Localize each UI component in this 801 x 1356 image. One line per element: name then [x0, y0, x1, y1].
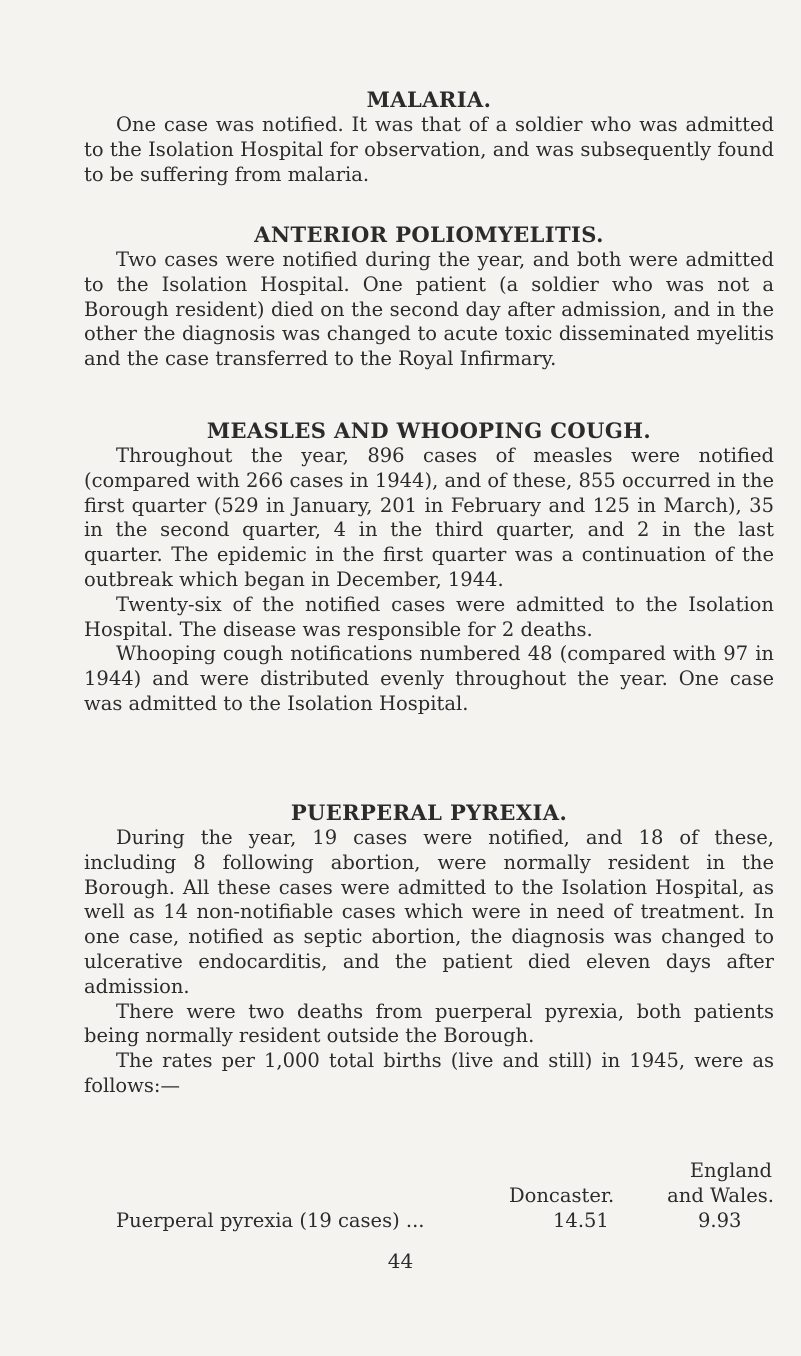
column-header-england: England: [689, 1159, 772, 1182]
paragraph: Whooping cough notifications numbered 48 (compared with 97 in 1944) and were distributed evenly throughout the year. One case was admitted to the Isolation Hospital.: [84, 642, 774, 715]
section-puerperal-pyrexia: [84, 800, 774, 1099]
paragraph: Throughout the year, 896 cases of measles were notified (compared with 266 cases in 1944), and of these, 855 occurred in the first quarter (529 in January, 201 in February and 125 in March), 35 in the second quarter, 4 in the third quarter, and 2 in the last quarter. The epidemic in the first quarter was a continuation of the outbreak which began in December, 1944.: [84, 444, 774, 591]
heading-malaria: MALARIA.: [366, 87, 492, 112]
section-measles-whooping-cough: [84, 418, 774, 717]
doncaster-rate-value: 14.51: [553, 1209, 609, 1232]
section-anterior-poliomyelitis: [84, 222, 774, 372]
table-row: [84, 1209, 774, 1234]
row-label: [116, 1209, 425, 1234]
column-header-wales: and Wales.: [667, 1184, 774, 1207]
paragraph: One case was notified. It was that of a soldier who was admitted to the Isolation Hospital for observation, and was subsequently found to be suffering from malaria.: [84, 113, 774, 186]
paragraph: The rates per 1,000 total births (live and still) in 1945, were as follows:—: [84, 1049, 774, 1097]
row-label-text: Puerperal pyrexia (19 cases): [116, 1209, 400, 1232]
paragraph: During the year, 19 cases were notified, and 18 of these, including 8 following abortion, were normally resident in the Borough. All these cases were admitted to the Isolation Hospital, as well as 14 non-notifiable cases which were in need of treatment. In one case, notified as septic abortion, the diagnosis was changed to ulcerative endocarditis, and the patient died eleven days after admission.: [84, 826, 774, 998]
page-number: 44: [387, 1249, 414, 1273]
leader-dots: ...: [405, 1209, 425, 1232]
section-malaria: [84, 87, 774, 187]
paragraph: There were two deaths from puerperal pyrexia, both patients being normally resident outside the Borough.: [84, 999, 774, 1048]
heading-anterior-poliomyelitis: ANTERIOR POLIOMYELITIS.: [254, 222, 604, 247]
england-wales-rate-value: 9.93: [698, 1209, 742, 1232]
paragraph: Two cases were notified during the year, and both were admitted to the Isolation Hospital. One patient (a soldier who was not a Borough resident) died on the second day after admission, and in the other the diagnosis was changed to acute toxic disseminated myelitis and the case transferred to the Royal Infirmary.: [84, 248, 774, 371]
heading-measles-whooping-cough: MEASLES AND WHOOPING COUGH.: [206, 418, 652, 443]
rates-table: [84, 1159, 774, 1234]
paragraph: Twenty-six of the notified cases were admitted to the Isolation Hospital. The disease was responsible for 2 deaths.: [84, 592, 774, 641]
table-header-row-1: [84, 1159, 774, 1184]
column-header-doncaster: Doncaster.: [509, 1184, 615, 1207]
table-header-row-2: [84, 1184, 774, 1209]
heading-puerperal-pyrexia: PUERPERAL PYREXIA.: [290, 800, 568, 825]
